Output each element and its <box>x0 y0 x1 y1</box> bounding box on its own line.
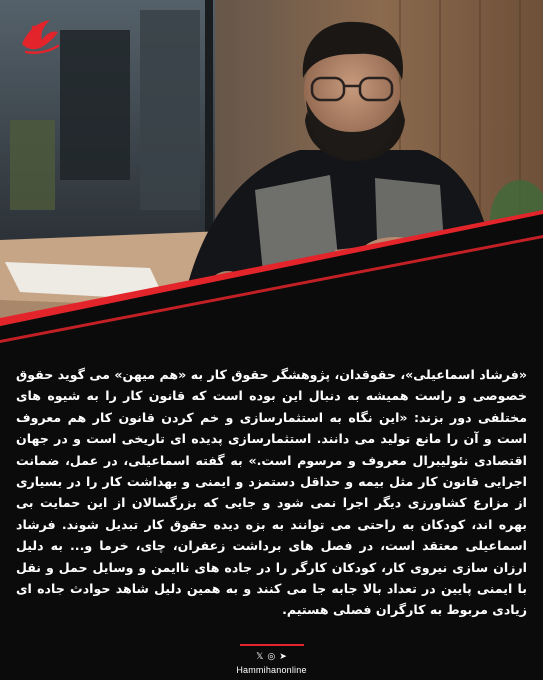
footer-divider <box>240 644 304 646</box>
footer <box>0 644 543 675</box>
hammihan-logo <box>14 10 64 58</box>
instagram-icon[interactable]: ◎ <box>267 652 276 662</box>
caption-text: «فرشاد اسماعیلی»، حقوقدان، پژوهشگر حقوق کار به «هم میهن» می گوید حقوق خصوصی و راست همیشه به دنبال این بوده است که قانون کار را به شیوه های مختلفی دور بزند: «این نگاه به استثمارسازی و خم کردن قانون کار هم معروف است و آن را مانع تولید می دانند. استثمارسازی پدیده ای تاریخی است و در جهان اقتصادی نئولیبرال معروف و مرسوم است.» به گفته اسماعیلی، در عمل، ضمانت اجرایی قانون کار مثل بیمه و حداقل دستمزد و ایمنی و بهداشت کار را در بسیاری از مزارع کشاورزی دیگر اجرا نمی شود و جایی که بزرگسالان از این حمایت بی بهره اند، کودکان به راحتی می توانند به بزه دیده حقوق کار تبدیل شوند. فرشاد اسماعیلی معتقد است، در فصل های برداشت زعفران، چای، خرما و... به دلیل ارزان سازی نیروی کار، کودکان کارگر را در جاده های ناایمن و وسایل حمل و نقل با ایمنی پایین در تعداد بالا جابه جا می کنند و به همین دلیل شاهد حوادث جاده ای زیادی مربوط به کارگران فصلی هستیم. <box>16 367 527 618</box>
article-caption <box>16 364 527 621</box>
telegram-icon[interactable]: ➤ <box>279 652 287 662</box>
x-icon[interactable]: 𝕏 <box>256 652 264 662</box>
social-icons <box>0 651 543 663</box>
account-handle[interactable]: Hammihanonline <box>236 665 307 675</box>
